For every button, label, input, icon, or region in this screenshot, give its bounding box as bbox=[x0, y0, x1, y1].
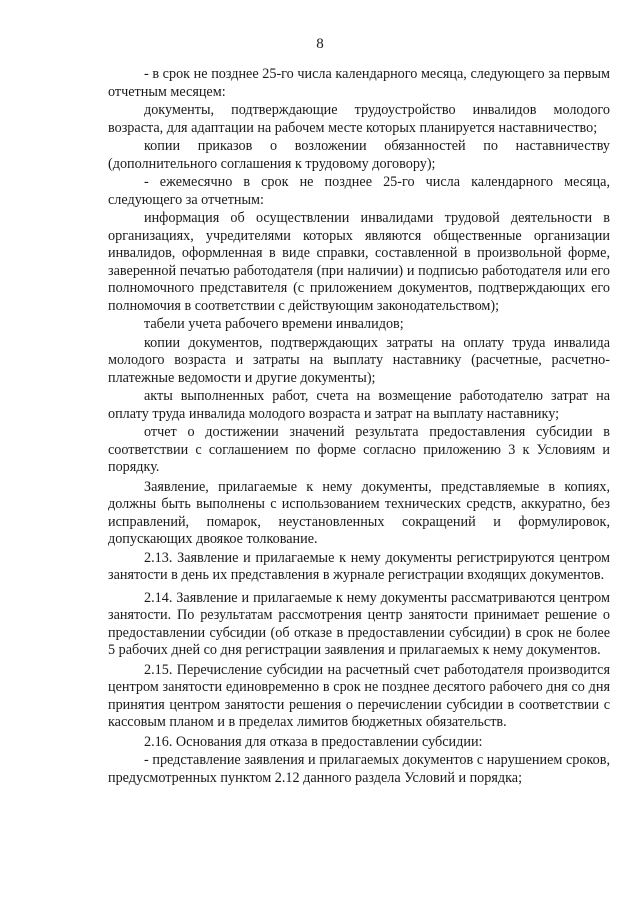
paragraph: отчет о достижении значений результата предоставления субсидии в соответствии с соглашением по форме согласно приложению 3 к Условиям и порядку. bbox=[108, 424, 610, 475]
paragraph: - представление заявления и прилагаемых документов с нарушением сроков, предусмотренных пунктом 2.12 данного раздела Условий и порядка; bbox=[108, 752, 610, 786]
paragraph: копии документов, подтверждающих затраты на оплату труда инвалида молодого возраста и затраты на выплату наставнику (расчетные, расчетно-платежные ведомости и другие документы); bbox=[108, 334, 610, 386]
paragraph: документы, подтверждающие трудоустройство инвалидов молодого возраста, для адаптации на рабочем месте которых планируется наставничество; bbox=[108, 102, 610, 136]
paragraph: табели учета рабочего времени инвалидов; bbox=[144, 316, 404, 332]
paragraph: Заявление, прилагаемые к нему документы, представляемые в копиях, должны быть выполнены с использованием технических средств, аккуратно, без исправлений, помарок, неустановленных сокращений и формулировок, допускающих двоякое толкование. bbox=[108, 478, 610, 547]
paragraph: - ежемесячно в срок не позднее 25-го числа календарного месяца, следующего за отчетным: bbox=[108, 174, 610, 208]
document-body bbox=[108, 66, 610, 788]
paragraph: информация об осуществлении инвалидами трудовой деятельности в организациях, учредителями которых являются общественные организации инвалидов, оформленная в виде справки, составленной в произвольной форме, заверенной печатью работодателя (при наличии) и подписью работодателя или его полномочного представителя (с приложением документов, подтверждающих его полномочия в соответствии с действующим законодательством); bbox=[108, 210, 610, 314]
paragraph: 2.13. Заявление и прилагаемые к нему документы регистрируются центром занятости в день их представления в журнале регистрации входящих документов. bbox=[108, 549, 610, 583]
paragraph: - в срок не позднее 25-го числа календарного месяца, следующего за первым отчетным месяцем: bbox=[108, 66, 610, 100]
paragraph: 2.14. Заявление и прилагаемые к нему документы рассматриваются центром занятости. По результатам рассмотрения центр занятости принимает решение о предоставлении субсидии (об отказе в предоставлении субсидии) в срок не более 5 рабочих дней со дня регистрации заявления и прилагаемых к нему документов. bbox=[108, 589, 610, 658]
paragraph: акты выполненных работ, счета на возмещение работодателю затрат на оплату труда инвалида молодого возраста и затрат на выплату наставнику; bbox=[108, 388, 610, 422]
paragraph: копии приказов о возложении обязанностей по наставничеству (дополнительного соглашения к трудовому договору); bbox=[108, 138, 610, 172]
page-number: 8 bbox=[316, 36, 324, 52]
paragraph: 2.15. Перечисление субсидии на расчетный счет работодателя производится центром занятости единовременно в срок не позднее десятого рабочего дня со дня принятия центром занятости решения о перечислении субсидии в соответствии с кассовым планом и в пределах лимитов бюджетных обязательств. bbox=[108, 661, 610, 730]
paragraph: 2.16. Основания для отказа в предоставлении субсидии: bbox=[144, 733, 483, 750]
